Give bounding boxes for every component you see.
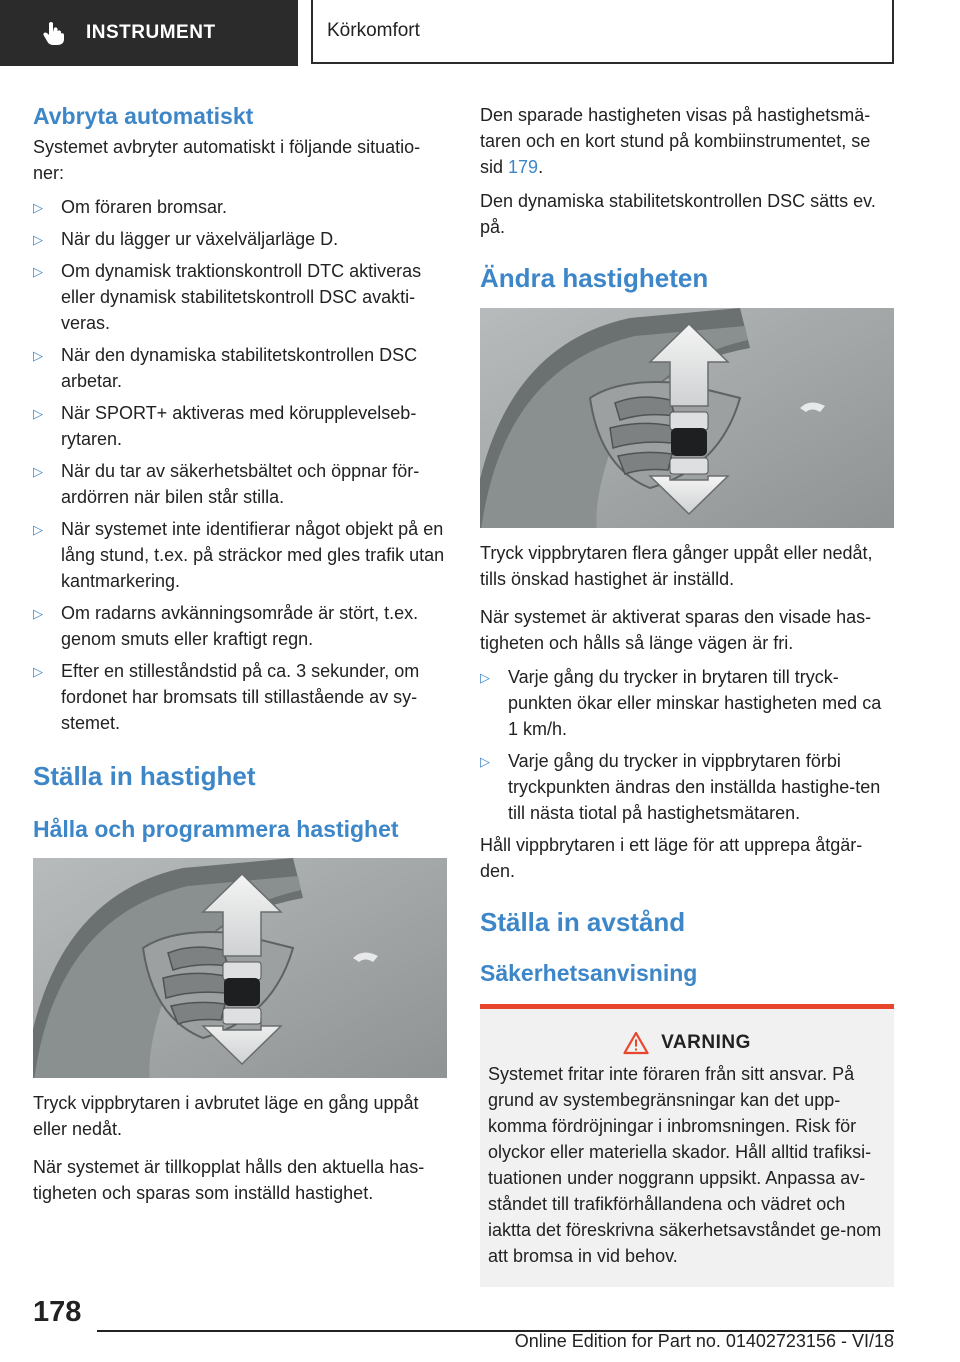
hold-text: Håll vippbrytaren i ett läge för att upprepa åtgär-den.: [480, 835, 863, 881]
triangle-bullet-icon: ▷: [33, 348, 43, 363]
heading-set-speed: Ställa in hastighet: [33, 761, 256, 791]
heading-change-speed: Ändra hastigheten: [480, 263, 709, 293]
warning-title-row: [488, 1031, 886, 1055]
triangle-bullet-icon: ▷: [33, 200, 43, 215]
triangle-bullet-icon: ▷: [33, 522, 43, 537]
press-once-text: Tryck vippbrytaren i avbrutet läge en gång uppåt eller nedåt.: [33, 1093, 419, 1139]
list-item-text: När du lägger ur växelväljarläge D.: [61, 229, 339, 249]
list-item: [480, 748, 896, 826]
active-text: När systemet är aktiverat sparas den visade has-tigheten och hålls så länge vägen är fri.: [480, 607, 872, 653]
chapter-tab-label: INSTRUMENT: [86, 22, 216, 43]
list-item: [33, 342, 449, 394]
triangle-bullet-icon: ▷: [33, 464, 43, 479]
list-item-text: När systemet inte identifierar något objekt på en lång stund, t.ex. på sträckor med gles trafik utan kantmarkering.: [61, 519, 445, 591]
section-title: Körkomfort: [327, 20, 420, 41]
list-item-text: Om dynamisk traktionskontroll DTC aktiveras eller dynamisk stabilitetskontroll DSC avakti-veras.: [61, 261, 422, 333]
list-item-text: När du tar av säkerhetsbältet och öppnar för-ardörren när bilen står stilla.: [61, 461, 420, 507]
list-item: [33, 458, 449, 510]
warning-title: VARNING: [661, 1032, 751, 1053]
list-item-text: Om föraren bromsar.: [61, 197, 228, 217]
list-item: [33, 258, 449, 336]
list-item-text: Om radarns avkänningsområde är stört, t.ex. genom smuts eller kraftigt regn.: [61, 603, 419, 649]
list-item: [33, 658, 449, 736]
steering-wheel-rocker-illustration: [480, 308, 894, 528]
saved-speed-text-end: .: [538, 157, 544, 177]
triangle-bullet-icon: ▷: [33, 264, 43, 279]
section-title-box: [311, 0, 894, 64]
hand-pointer-icon: [40, 20, 66, 46]
heading-cancel-automatically: Avbryta automatiskt: [33, 103, 254, 129]
warning-triangle-icon: [623, 1031, 649, 1055]
steering-wheel-rocker-illustration: [33, 858, 447, 1078]
list-item: [33, 194, 449, 220]
left-column: [33, 100, 449, 1206]
triangle-bullet-icon: ▷: [480, 754, 490, 769]
cancel-list: [33, 194, 449, 736]
when-on-text: När systemet är tillkopplat hålls den aktuella has-tigheten och sparas som inställd hastighet.: [33, 1157, 425, 1203]
page-header: [0, 0, 960, 66]
saved-speed-text-main: Den sparade hastigheten visas på hastighetsmä-taren och en kort stund på kombiinstrumentet, se sid: [480, 105, 871, 177]
cancel-intro: Systemet avbryter automatiskt i följande situatio-ner:: [33, 137, 421, 183]
dsc-text: Den dynamiska stabilitetskontrollen DSC sätts ev. på.: [480, 191, 876, 237]
heading-set-distance: Ställa in avstånd: [480, 907, 686, 937]
list-item: [33, 400, 449, 452]
list-item: [480, 664, 896, 742]
warning-box: [480, 1004, 894, 1287]
list-item-text: Efter en stilleståndstid på ca. 3 sekunder, om fordonet har bromsats till stillastående av sy-stemet.: [61, 661, 420, 733]
triangle-bullet-icon: ▷: [33, 664, 43, 679]
warning-text: Systemet fritar inte föraren från sitt ansvar. På grund av systembegränsningar kan det upp-komma fördröjningar i inbromsningen. Risk för olyckor eller materiella skador. Håll alltid trafiksi-tuationen under noggrann uppsikt. Anpassa av-ståndet till trafikförhållandena och vädret och iaktta det föreskrivna säkerhetsavståndet ge-nom att bromsa in vid behov.: [488, 1064, 882, 1266]
chapter-tab[interactable]: [0, 0, 298, 66]
list-item: [33, 600, 449, 652]
heading-safety: Säkerhetsanvisning: [480, 960, 698, 986]
edition-text: Online Edition for Part no. 01402723156 - VI/18: [514, 1331, 894, 1351]
press-many-text: Tryck vippbrytaren flera gånger uppåt eller nedåt, tills önskad hastighet är inställd.: [480, 543, 873, 589]
triangle-bullet-icon: ▷: [33, 406, 43, 421]
triangle-bullet-icon: ▷: [33, 606, 43, 621]
list-item-text: När den dynamiska stabilitetskontrollen DSC arbetar.: [61, 345, 418, 391]
triangle-bullet-icon: ▷: [480, 670, 490, 685]
list-item-text: Varje gång du trycker in vippbrytaren förbi tryckpunkten ändras den inställda hastighe-ten till nästa tiotal på hastighetsmätaren.: [508, 751, 881, 823]
list-item-text: När SPORT+ aktiveras med körupplevelseb-rytaren.: [61, 403, 417, 449]
right-column: [480, 100, 896, 1287]
list-item-text: Varje gång du trycker in brytaren till tryck-punkten ökar eller minskar hastigheten med ca 1 km/h.: [508, 667, 882, 739]
saved-speed-text: [480, 102, 896, 180]
heading-hold-program-speed: Hålla och programmera hastighet: [33, 816, 399, 842]
page-number: 178: [33, 1296, 82, 1328]
change-list: [480, 664, 896, 826]
triangle-bullet-icon: ▷: [33, 232, 43, 247]
list-item: [33, 226, 449, 252]
page-link-179[interactable]: 179: [508, 157, 539, 177]
list-item: [33, 516, 449, 594]
steering-wheel-figure-2: [480, 308, 894, 528]
steering-wheel-figure: [33, 858, 447, 1078]
